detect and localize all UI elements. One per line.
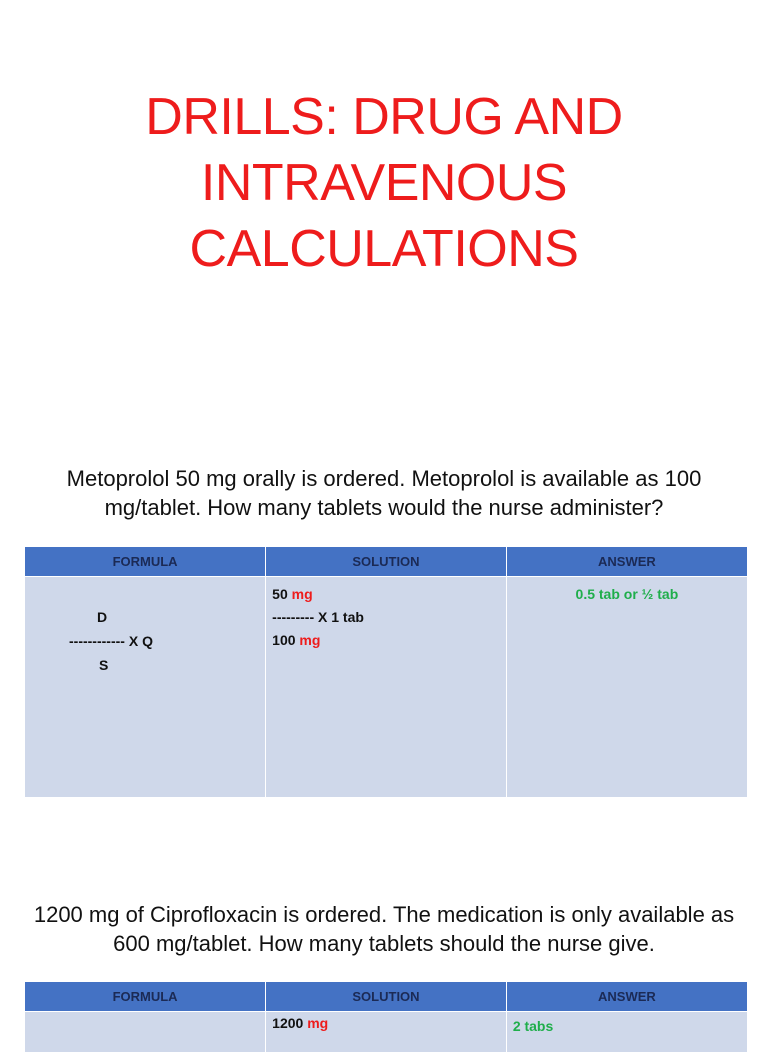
problem-1-question: Metoprolol 50 mg orally is ordered. Metoprolol is available as 100 mg/tablet. How many tablets would the nurse administer? — [20, 464, 748, 522]
answer-header: ANSWER — [506, 982, 747, 1012]
answer-text: 0.5 tab or ½ tab — [507, 577, 747, 606]
title-line-1: DRILLS: DRUG AND — [0, 84, 768, 150]
solution-cell — [266, 577, 507, 798]
table-row — [25, 577, 747, 798]
formula-cell — [25, 1012, 266, 1052]
solution-divider: --------- X 1 tab — [272, 606, 506, 629]
problem-2-question: 1200 mg of Ciprofloxacin is ordered. The medication is only available as 600 mg/tablet. How many tablets should the nurse give. — [20, 900, 748, 958]
problem-2-table — [25, 982, 747, 1052]
table-row — [25, 1012, 747, 1052]
title-line-2: INTRAVENOUS — [0, 150, 768, 216]
answer-text: 2 tabs — [507, 1012, 747, 1038]
answer-cell — [506, 1012, 747, 1052]
slide-title — [0, 84, 768, 282]
solution-numerator: 50 mg — [272, 583, 506, 606]
formula-cell — [25, 577, 266, 798]
formula-header: FORMULA — [25, 982, 266, 1012]
answer-cell — [506, 577, 747, 798]
solution-denominator: 100 mg — [272, 629, 506, 652]
formula-header: FORMULA — [25, 547, 266, 577]
formula-dose: D — [97, 609, 107, 625]
solution-header: SOLUTION — [266, 547, 507, 577]
answer-header: ANSWER — [506, 547, 747, 577]
formula-fraction-line: ------------ X Q — [69, 633, 153, 649]
problem-1-table — [25, 547, 747, 797]
solution-numerator: 1200 mg — [266, 1012, 506, 1031]
title-line-3: CALCULATIONS — [0, 216, 768, 282]
solution-header: SOLUTION — [266, 982, 507, 1012]
formula-stock: S — [99, 657, 108, 673]
solution-cell — [266, 1012, 507, 1052]
